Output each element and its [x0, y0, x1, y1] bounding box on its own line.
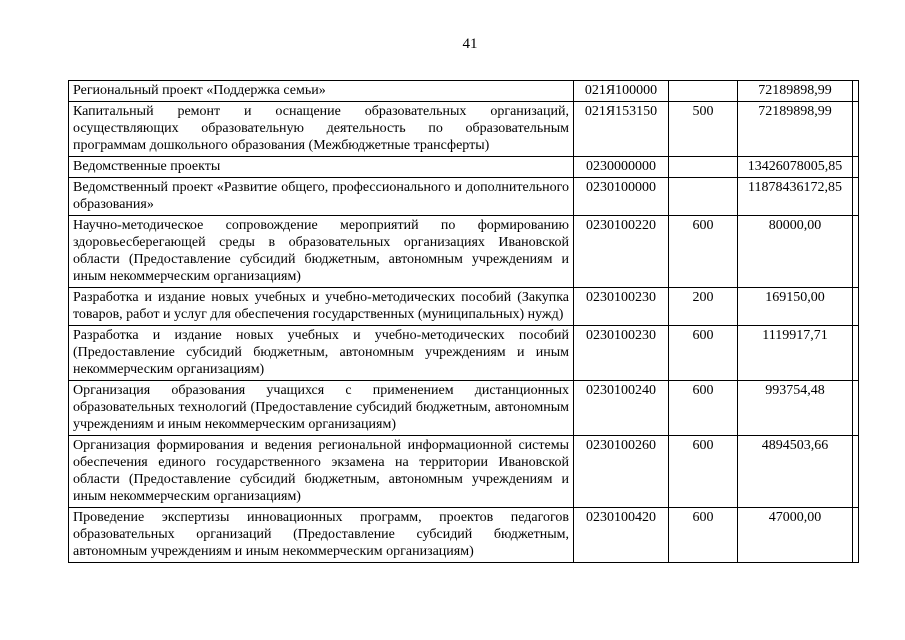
row-code-cell: 0230100220	[574, 216, 669, 288]
row-amount-cell: 47000,00	[738, 508, 853, 563]
row-name-cell: Проведение экспертизы инновационных программ, проектов педагогов образовательных организаций (Предоставление субсидий бюджетным, автономным учреждениям и иным некоммерческим организациям)	[69, 508, 574, 563]
row-spacer-cell	[853, 81, 859, 102]
row-spacer-cell	[853, 436, 859, 508]
row-amount-cell: 1119917,71	[738, 326, 853, 381]
row-name-cell: Организация образования учащихся с применением дистанционных образовательных технологий (Предоставление субсидий бюджетным, автономным учреждениям и иным некоммерческим организациям)	[69, 381, 574, 436]
row-code-cell: 0230100230	[574, 288, 669, 326]
row-name-cell: Региональный проект «Поддержка семьи»	[69, 81, 574, 102]
row-spacer-cell	[853, 508, 859, 563]
row-name-cell: Научно-методическое сопровождение мероприятий по формированию здоровьесберегающей среды в образовательных организациях Ивановской области (Предоставление субсидий бюджетным, автономным учреждениям и иным некоммерческим организациям)	[69, 216, 574, 288]
page-number: 41	[462, 36, 478, 52]
row-code-cell: 0230100260	[574, 436, 669, 508]
row-spacer-cell	[853, 326, 859, 381]
row-name-cell: Организация формирования и ведения региональной информационной системы обеспечения единого государственного экзамена на территории Ивановской области (Предоставление субсидий бюджетным, автономным учреждениям и иным некоммерческим организациям)	[69, 436, 574, 508]
row-amount-cell: 169150,00	[738, 288, 853, 326]
row-amount-cell: 72189898,99	[738, 81, 853, 102]
row-code-cell: 0230100000	[574, 178, 669, 216]
row-amount-cell: 13426078005,85	[738, 157, 853, 178]
row-name-cell: Ведомственные проекты	[69, 157, 574, 178]
row-name-cell: Разработка и издание новых учебных и учебно-методических пособий (Закупка товаров, работ и услуг для обеспечения государственных (муниципальных) нужд)	[69, 288, 574, 326]
row-name-cell: Ведомственный проект «Развитие общего, профессионального и дополнительного образования»	[69, 178, 574, 216]
table-row	[69, 288, 859, 326]
row-spacer-cell	[853, 157, 859, 178]
row-amount-cell: 993754,48	[738, 381, 853, 436]
row-expense-type-cell: 200	[669, 288, 738, 326]
row-code-cell: 021Я100000	[574, 81, 669, 102]
row-spacer-cell	[853, 216, 859, 288]
table-row	[69, 157, 859, 178]
table-row	[69, 178, 859, 216]
row-code-cell: 0230100420	[574, 508, 669, 563]
row-amount-cell: 11878436172,85	[738, 178, 853, 216]
row-name-cell: Капитальный ремонт и оснащение образовательных организаций, осуществляющих образовательную деятельность по образовательным программам дошкольного образования (Межбюджетные трансферты)	[69, 102, 574, 157]
table-row	[69, 326, 859, 381]
table-row	[69, 436, 859, 508]
row-code-cell: 0230100240	[574, 381, 669, 436]
row-expense-type-cell: 600	[669, 508, 738, 563]
budget-table-body	[69, 81, 859, 563]
row-expense-type-cell: 600	[669, 326, 738, 381]
table-row	[69, 102, 859, 157]
row-name-cell: Разработка и издание новых учебных и учебно-методических пособий (Предоставление субсидий бюджетным, автономным учреждениям и иным некоммерческим организациям)	[69, 326, 574, 381]
row-spacer-cell	[853, 102, 859, 157]
table-row	[69, 216, 859, 288]
row-expense-type-cell: 600	[669, 436, 738, 508]
row-code-cell: 021Я153150	[574, 102, 669, 157]
table-row	[69, 381, 859, 436]
row-amount-cell: 80000,00	[738, 216, 853, 288]
row-expense-type-cell: 500	[669, 102, 738, 157]
row-amount-cell: 4894503,66	[738, 436, 853, 508]
row-spacer-cell	[853, 178, 859, 216]
row-expense-type-cell	[669, 81, 738, 102]
row-expense-type-cell	[669, 178, 738, 216]
budget-table	[68, 80, 859, 563]
row-spacer-cell	[853, 381, 859, 436]
row-amount-cell: 72189898,99	[738, 102, 853, 157]
table-row	[69, 508, 859, 563]
row-expense-type-cell: 600	[669, 216, 738, 288]
row-code-cell: 0230100230	[574, 326, 669, 381]
row-code-cell: 0230000000	[574, 157, 669, 178]
row-expense-type-cell: 600	[669, 381, 738, 436]
table-row	[69, 81, 859, 102]
row-expense-type-cell	[669, 157, 738, 178]
row-spacer-cell	[853, 288, 859, 326]
